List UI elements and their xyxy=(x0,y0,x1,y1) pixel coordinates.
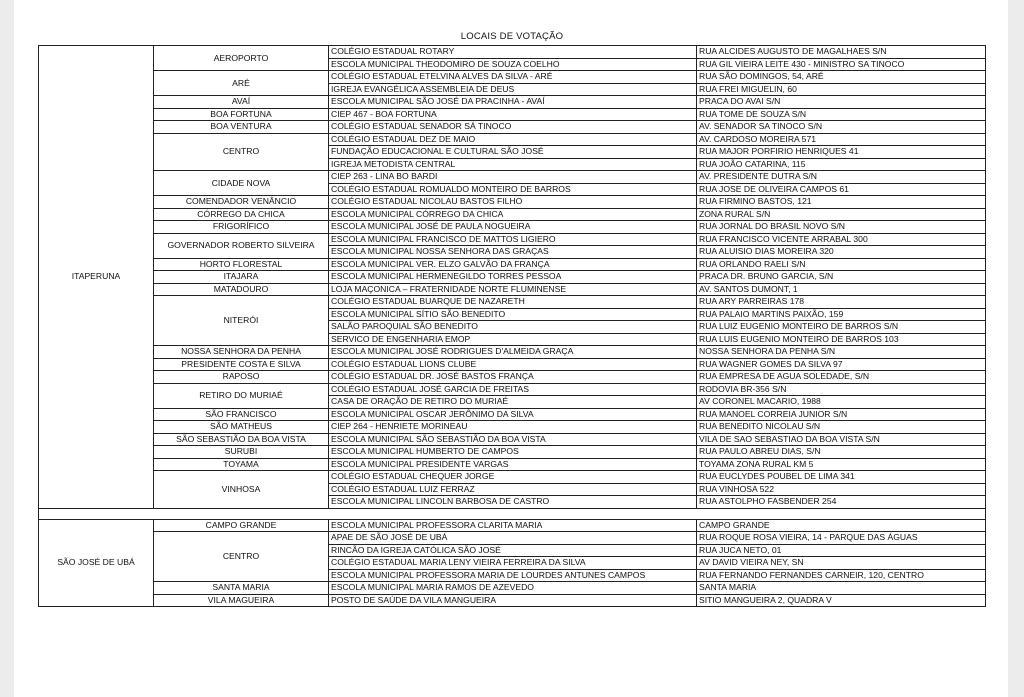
bairro-cell: VILA MAGUEIRA xyxy=(154,594,329,607)
local-cell: POSTO DE SAÚDE DA VILA MANGUEIRA xyxy=(329,594,697,607)
table-row xyxy=(39,458,986,471)
local-cell: COLÉGIO ESTADUAL JOSÉ GARCIA DE FREITAS xyxy=(329,383,697,396)
bairro-cell: AVAÍ xyxy=(154,96,329,109)
endereco-cell: RUA FREI MIGUELIN, 60 xyxy=(697,83,986,96)
table-row xyxy=(39,71,986,84)
bairro-cell: BOA VENTURA xyxy=(154,121,329,134)
table-row xyxy=(39,196,986,209)
endereco-cell: RUA PALAIO MARTINS PAIXÃO, 159 xyxy=(697,308,986,321)
endereco-cell: RUA JUCA NETO, 01 xyxy=(697,544,986,557)
endereco-cell: RUA JOÃO CATARINA, 115 xyxy=(697,158,986,171)
endereco-cell: RUA LUIS EUGENIO MONTEIRO DE BARROS 103 xyxy=(697,333,986,346)
local-cell: SERVICO DE ENGENHARIA EMOP xyxy=(329,333,697,346)
bairro-cell: SÃO MATHEUS xyxy=(154,421,329,434)
local-cell: COLÉGIO ESTADUAL SENADOR SÁ TINOCO xyxy=(329,121,697,134)
local-cell: ESCOLA MUNICIPAL SÃO JOSÉ DA PRACINHA - AVAÍ xyxy=(329,96,697,109)
endereco-cell: RUA ORLANDO RAELI S/N xyxy=(697,258,986,271)
local-cell: COLÉGIO ESTADUAL LUIZ FERRAZ xyxy=(329,483,697,496)
bairro-cell: FRIGORÍFICO xyxy=(154,221,329,234)
local-cell: COLÉGIO ESTADUAL LIONS CLUBE xyxy=(329,358,697,371)
bairro-cell: TOYAMA xyxy=(154,458,329,471)
table-row xyxy=(39,233,986,246)
endereco-cell: SANTA MARIA xyxy=(697,582,986,595)
bairro-cell: AEROPORTO xyxy=(154,46,329,71)
bairro-cell: SÃO FRANCISCO xyxy=(154,408,329,421)
local-cell: CASA DE ORAÇÃO DE RETIRO DO MURIAÉ xyxy=(329,396,697,409)
local-cell: IGREJA EVANGÉLICA ASSEMBLEIA DE DEUS xyxy=(329,83,697,96)
municipio-cell: SÃO JOSÉ DE UBÁ xyxy=(39,519,154,607)
table-row xyxy=(39,296,986,309)
local-cell: ESCOLA MUNICIPAL PRESIDENTE VARGAS xyxy=(329,458,697,471)
bairro-cell: SURUBI xyxy=(154,446,329,459)
bairro-cell: MATADOURO xyxy=(154,283,329,296)
local-cell: RINCÃO DA IGREJA CATÓLICA SÃO JOSÉ xyxy=(329,544,697,557)
endereco-cell: RODOVIA BR-356 S/N xyxy=(697,383,986,396)
bairro-cell: NOSSA SENHORA DA PENHA xyxy=(154,346,329,359)
endereco-cell: NOSSA SENHORA DA PENHA S/N xyxy=(697,346,986,359)
table-row xyxy=(39,121,986,134)
local-cell: COLÉGIO ESTADUAL ETELVINA ALVES DA SILVA - ARÉ xyxy=(329,71,697,84)
local-cell: COLÉGIO ESTADUAL ROTARY xyxy=(329,46,697,59)
local-cell: ESCOLA MUNICIPAL MARIA RAMOS DE AZEVEDO xyxy=(329,582,697,595)
local-cell: COLÉGIO ESTADUAL BUARQUE DE NAZARETH xyxy=(329,296,697,309)
local-cell: ESCOLA MUNICIPAL LINCOLN BARBOSA DE CASTRO xyxy=(329,496,697,509)
local-cell: FUNDAÇÃO EDUCACIONAL E CULTURAL SÃO JOSÉ xyxy=(329,146,697,159)
endereco-cell: RUA FERNANDO FERNANDES CARNEIR, 120, CENTRO xyxy=(697,569,986,582)
bairro-cell: RETIRO DO MURIAÉ xyxy=(154,383,329,408)
endereco-cell: RUA TOME DE SOUZA S/N xyxy=(697,108,986,121)
endereco-cell: RUA BENEDITO NICOLAU S/N xyxy=(697,421,986,434)
local-cell: CIEP 264 - HENRIETE MORINEAU xyxy=(329,421,697,434)
table-row xyxy=(39,96,986,109)
table-row xyxy=(39,171,986,184)
endereco-cell: RUA JOSE DE OLIVEIRA CAMPOS 61 xyxy=(697,183,986,196)
local-cell: ESCOLA MUNICIPAL SÍTIO SÃO BENEDITO xyxy=(329,308,697,321)
local-cell: APAE DE SÃO JOSÉ DE UBÁ xyxy=(329,532,697,545)
endereco-cell: AV DAVID VIEIRA NEY, SN xyxy=(697,557,986,570)
endereco-cell: RUA GIL VIEIRA LEITE 430 - MINISTRO SA TINOCO xyxy=(697,58,986,71)
local-cell: ESCOLA MUNICIPAL FRANCISCO DE MATTOS LIGIERO xyxy=(329,233,697,246)
endereco-cell: AV. CARDOSO MOREIRA 571 xyxy=(697,133,986,146)
endereco-cell: RUA ALUISIO DIAS MOREIRA 320 xyxy=(697,246,986,259)
endereco-cell: AV CORONEL MACARIO, 1988 xyxy=(697,396,986,409)
endereco-cell: RUA FIRMINO BASTOS, 121 xyxy=(697,196,986,209)
endereco-cell: RUA EUCLYDES POUBEL DE LIMA 341 xyxy=(697,471,986,484)
bairro-cell: PRESIDENTE COSTA E SILVA xyxy=(154,358,329,371)
bairro-cell: HORTO FLORESTAL xyxy=(154,258,329,271)
table-row xyxy=(39,208,986,221)
table-row xyxy=(39,446,986,459)
endereco-cell: RUA ARY PARREIRAS 178 xyxy=(697,296,986,309)
local-cell: ESCOLA MUNICIPAL SÃO SEBASTIÃO DA BOA VISTA xyxy=(329,433,697,446)
local-cell: COLÉGIO ESTADUAL NICOLAU BASTOS FILHO xyxy=(329,196,697,209)
local-cell: COLÉGIO ESTADUAL ROMUALDO MONTEIRO DE BARROS xyxy=(329,183,697,196)
local-cell: COLÉGIO ESTADUAL CHEQUER JORGE xyxy=(329,471,697,484)
endereco-cell: PRACA DO AVAI S/N xyxy=(697,96,986,109)
endereco-cell: RUA VINHOSA 522 xyxy=(697,483,986,496)
table-row xyxy=(39,133,986,146)
local-cell: IGREJA METODISTA CENTRAL xyxy=(329,158,697,171)
bairro-cell: GOVERNADOR ROBERTO SILVEIRA xyxy=(154,233,329,258)
endereco-cell: RUA WAGNER GOMES DA SILVA 97 xyxy=(697,358,986,371)
bairro-cell: CENTRO xyxy=(154,133,329,171)
endereco-cell: ZONA RURAL S/N xyxy=(697,208,986,221)
bairro-cell: BOA FORTUNA xyxy=(154,108,329,121)
table-row xyxy=(39,371,986,384)
bairro-cell: ITAJARA xyxy=(154,271,329,284)
table-row xyxy=(39,433,986,446)
table-row xyxy=(39,408,986,421)
endereco-cell: RUA JORNAL DO BRASIL NOVO S/N xyxy=(697,221,986,234)
local-cell: ESCOLA MUNICIPAL HERMENEGILDO TORRES PESSOA xyxy=(329,271,697,284)
local-cell: COLÉGIO ESTADUAL DEZ DE MAIO xyxy=(329,133,697,146)
table-row xyxy=(39,519,986,532)
endereco-cell: PRACA DR. BRUNO GARCIA, S/N xyxy=(697,271,986,284)
local-cell: ESCOLA MUNICIPAL PROFESSORA CLARITA MARIA xyxy=(329,519,697,532)
endereco-cell: AV. SANTOS DUMONT, 1 xyxy=(697,283,986,296)
table-row xyxy=(39,421,986,434)
separator-cell xyxy=(39,508,986,519)
bairro-cell: COMENDADOR VENÂNCIO xyxy=(154,196,329,209)
local-cell: ESCOLA MUNICIPAL JOSÉ RODRIGUES D'ALMEIDA GRAÇA xyxy=(329,346,697,359)
table-row xyxy=(39,271,986,284)
local-cell: CIEP 467 - BOA FORTUNA xyxy=(329,108,697,121)
bairro-cell: CÓRREGO DA CHICA xyxy=(154,208,329,221)
endereco-cell: SITIO MANGUEIRA 2, QUADRA V xyxy=(697,594,986,607)
table-row xyxy=(39,471,986,484)
endereco-cell: RUA MAJOR PORFIRIO HENRIQUES 41 xyxy=(697,146,986,159)
table-row xyxy=(39,346,986,359)
local-cell: CIEP 263 - LINA BO BARDI xyxy=(329,171,697,184)
endereco-cell: CAMPO GRANDE xyxy=(697,519,986,532)
endereco-cell: AV. PRESIDENTE DUTRA S/N xyxy=(697,171,986,184)
table-row xyxy=(39,594,986,607)
bairro-cell: SÃO SEBASTIÃO DA BOA VISTA xyxy=(154,433,329,446)
endereco-cell: RUA LUIZ EUGENIO MONTEIRO DE BARROS S/N xyxy=(697,321,986,334)
local-cell: ESCOLA MUNICIPAL NOSSA SENHORA DAS GRAÇAS xyxy=(329,246,697,259)
bairro-cell: CENTRO xyxy=(154,532,329,582)
local-cell: ESCOLA MUNICIPAL THEODOMIRO DE SOUZA COELHO xyxy=(329,58,697,71)
table-row xyxy=(39,258,986,271)
local-cell: ESCOLA MUNICIPAL HUMBERTO DE CAMPOS xyxy=(329,446,697,459)
municipio-cell: ITAPERUNA xyxy=(39,46,154,509)
bairro-cell: ARÉ xyxy=(154,71,329,96)
endereco-cell: TOYAMA ZONA RURAL KM 5 xyxy=(697,458,986,471)
local-cell: COLÉGIO ESTADUAL DR. JOSÉ BASTOS FRANÇA xyxy=(329,371,697,384)
table-row xyxy=(39,582,986,595)
local-cell: SALÃO PAROQUIAL SÃO BENEDITO xyxy=(329,321,697,334)
table-row xyxy=(39,108,986,121)
local-cell: ESCOLA MUNICIPAL OSCAR JERÔNIMO DA SILVA xyxy=(329,408,697,421)
table-row xyxy=(39,383,986,396)
local-cell: COLÉGIO ESTADUAL MARIA LENY VIEIRA FERREIRA DA SILVA xyxy=(329,557,697,570)
local-cell: ESCOLA MUNICIPAL CÓRREGO DA CHICA xyxy=(329,208,697,221)
local-cell: ESCOLA MUNICIPAL PROFESSORA MARIA DE LOURDES ANTUNES CAMPOS xyxy=(329,569,697,582)
bairro-cell: VINHOSA xyxy=(154,471,329,509)
table-row xyxy=(39,46,986,59)
local-cell: LOJA MAÇONICA – FRATERNIDADE NORTE FLUMINENSE xyxy=(329,283,697,296)
local-cell: ESCOLA MUNICIPAL VER. ELZO GALVÃO DA FRANÇA xyxy=(329,258,697,271)
endereco-cell: RUA ALCIDES AUGUSTO DE MAGALHAES S/N xyxy=(697,46,986,59)
table-row xyxy=(39,283,986,296)
endereco-cell: VILA DE SAO SEBASTIAO DA BOA VISTA S/N xyxy=(697,433,986,446)
endereco-cell: RUA MANOEL CORREIA JUNIOR S/N xyxy=(697,408,986,421)
bairro-cell: RAPOSO xyxy=(154,371,329,384)
endereco-cell: RUA PAULO ABREU DIAS, S/N xyxy=(697,446,986,459)
separator-row xyxy=(39,508,986,519)
table-row xyxy=(39,221,986,234)
table-row xyxy=(39,358,986,371)
bairro-cell: SANTA MARIA xyxy=(154,582,329,595)
endereco-cell: RUA ASTOLPHO FASBENDER 254 xyxy=(697,496,986,509)
voting-locations-table xyxy=(38,45,986,607)
bairro-cell: CIDADE NOVA xyxy=(154,171,329,196)
local-cell: ESCOLA MUNICIPAL JOSÉ DE PAULA NOGUEIRA xyxy=(329,221,697,234)
endereco-cell: RUA FRANCISCO VICENTE ARRABAL 300 xyxy=(697,233,986,246)
page-title: LOCAIS DE VOTAÇÃO xyxy=(460,31,564,42)
endereco-cell: RUA ROQUE ROSA VIEIRA, 14 - PARQUE DAS ÁGUAS xyxy=(697,532,986,545)
bairro-cell: CAMPO GRANDE xyxy=(154,519,329,532)
endereco-cell: RUA EMPRESA DE AGUA SOLEDADE, S/N xyxy=(697,371,986,384)
endereco-cell: AV. SENADOR SA TINOCO S/N xyxy=(697,121,986,134)
endereco-cell: RUA SÃO DOMINGOS, 54, ARÉ xyxy=(697,71,986,84)
table-row xyxy=(39,532,986,545)
bairro-cell: NITERÓI xyxy=(154,296,329,346)
